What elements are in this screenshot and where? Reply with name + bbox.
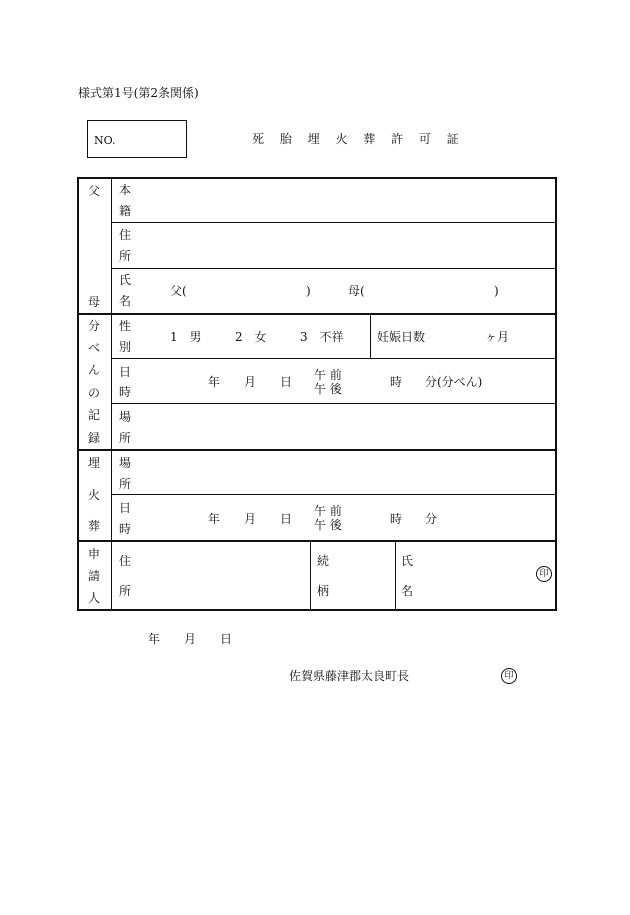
applicant-address-label: 住 — [118, 554, 131, 568]
section-label-applicant: 申 — [87, 547, 100, 561]
burial-year-unit: 年 — [208, 512, 221, 526]
applicant-divider — [395, 541, 396, 611]
relationship-field[interactable] — [334, 546, 392, 606]
burial-day-unit: 日 — [280, 512, 293, 526]
section-divider — [77, 540, 557, 542]
gestation-label: 妊娠日数 — [377, 330, 426, 344]
row-divider — [111, 358, 557, 359]
birth-place-field[interactable] — [140, 407, 552, 447]
burial-place-field[interactable] — [140, 453, 552, 491]
burial-place-label: 場 — [118, 456, 131, 470]
section-label-birth: べ — [87, 341, 100, 355]
section-label-birth: 記 — [87, 408, 100, 422]
mother-name-field[interactable] — [368, 280, 490, 302]
number-label: NO. — [94, 134, 116, 147]
parents-address-field[interactable] — [140, 225, 552, 265]
honseki-label: 本 — [118, 183, 131, 197]
father-name-close: ) — [306, 284, 311, 298]
sex-label: 別 — [118, 340, 131, 354]
issuer-name: 佐賀県藤津郡太良町長 — [289, 669, 410, 683]
burial-datetime-label: 時 — [118, 522, 131, 536]
row-divider — [111, 268, 557, 269]
section-label-burial: 葬 — [87, 519, 100, 533]
applicant-seal-icon: 印 — [536, 566, 552, 582]
applicant-name-field[interactable] — [420, 546, 530, 606]
birth-datetime-label: 時 — [118, 385, 131, 399]
birth-place-label: 所 — [118, 431, 131, 445]
honseki-field[interactable] — [140, 180, 552, 220]
applicant-address-label: 所 — [118, 584, 131, 598]
issue-year-unit: 年 — [148, 632, 161, 646]
sex-label: 性 — [118, 319, 131, 333]
section-label-birth: 録 — [87, 431, 100, 445]
section-label-birth: 分 — [87, 319, 100, 333]
applicant-name-label: 氏 — [400, 554, 413, 568]
gestation-field[interactable] — [430, 325, 480, 347]
jusho-label: 住 — [118, 228, 131, 242]
birth-minute-unit: 分(分べん) — [425, 375, 483, 389]
sex-option-female[interactable]: 2 女 — [235, 330, 267, 344]
section-label-birth: の — [87, 386, 100, 400]
issue-month-unit: 月 — [184, 632, 197, 646]
relationship-label: 柄 — [316, 584, 329, 598]
burial-datetime-label: 日 — [118, 501, 131, 515]
section-label-applicant: 請 — [87, 569, 100, 583]
burial-hour-unit: 時 — [390, 512, 403, 526]
number-box[interactable] — [87, 120, 187, 158]
issue-day-unit: 日 — [220, 632, 233, 646]
section-divider — [77, 449, 557, 451]
row-divider — [111, 403, 557, 404]
birth-month-unit: 月 — [244, 375, 257, 389]
burial-place-label: 所 — [118, 477, 131, 491]
mother-name-open: 母( — [348, 284, 365, 298]
sex-option-male[interactable]: 1 男 — [170, 330, 202, 344]
section-label-father: 父 — [87, 184, 100, 198]
burial-month-unit: 月 — [244, 512, 257, 526]
section-divider — [77, 313, 557, 315]
applicant-address-field[interactable] — [140, 546, 306, 606]
shimei-label: 氏 — [118, 273, 131, 287]
gestation-unit: ヶ月 — [485, 330, 510, 344]
burial-minute-unit: 分 — [425, 512, 438, 526]
burial-pm-option[interactable]: 午 後 — [314, 518, 342, 532]
applicant-divider — [310, 541, 311, 611]
father-name-field[interactable] — [190, 280, 302, 302]
birth-datetime-label: 日 — [118, 365, 131, 379]
section-label-burial: 埋 — [87, 456, 100, 470]
birth-day-unit: 日 — [280, 375, 293, 389]
father-name-open: 父( — [170, 284, 187, 298]
section-label-burial: 火 — [87, 488, 100, 502]
form-number-label: 様式第1号(第2条関係) — [78, 86, 199, 100]
page-title: 死 胎 埋 火 葬 許 可 証 — [252, 132, 465, 146]
birth-hour-unit: 時 — [390, 375, 403, 389]
section-label-applicant: 人 — [87, 591, 100, 605]
birth-year-unit: 年 — [208, 375, 221, 389]
mother-name-close: ) — [494, 284, 499, 298]
applicant-name-label: 名 — [400, 584, 413, 598]
jusho-label: 所 — [118, 249, 131, 263]
row-divider — [111, 494, 557, 495]
burial-am-option[interactable]: 午 前 — [314, 504, 342, 518]
section-label-birth: ん — [87, 363, 100, 377]
section-column-divider — [111, 177, 112, 611]
shimei-label: 名 — [118, 294, 131, 308]
section-label-mother: 母 — [87, 295, 100, 309]
honseki-label: 籍 — [118, 204, 131, 218]
birth-pm-option[interactable]: 午 後 — [314, 382, 342, 396]
gestation-divider — [370, 314, 371, 358]
birth-place-label: 場 — [118, 410, 131, 424]
sex-option-unknown[interactable]: 3 不祥 — [300, 330, 344, 344]
birth-am-option[interactable]: 午 前 — [314, 368, 342, 382]
issuer-seal-icon: 印 — [501, 668, 517, 684]
relationship-label: 続 — [316, 554, 329, 568]
row-divider — [111, 222, 557, 223]
